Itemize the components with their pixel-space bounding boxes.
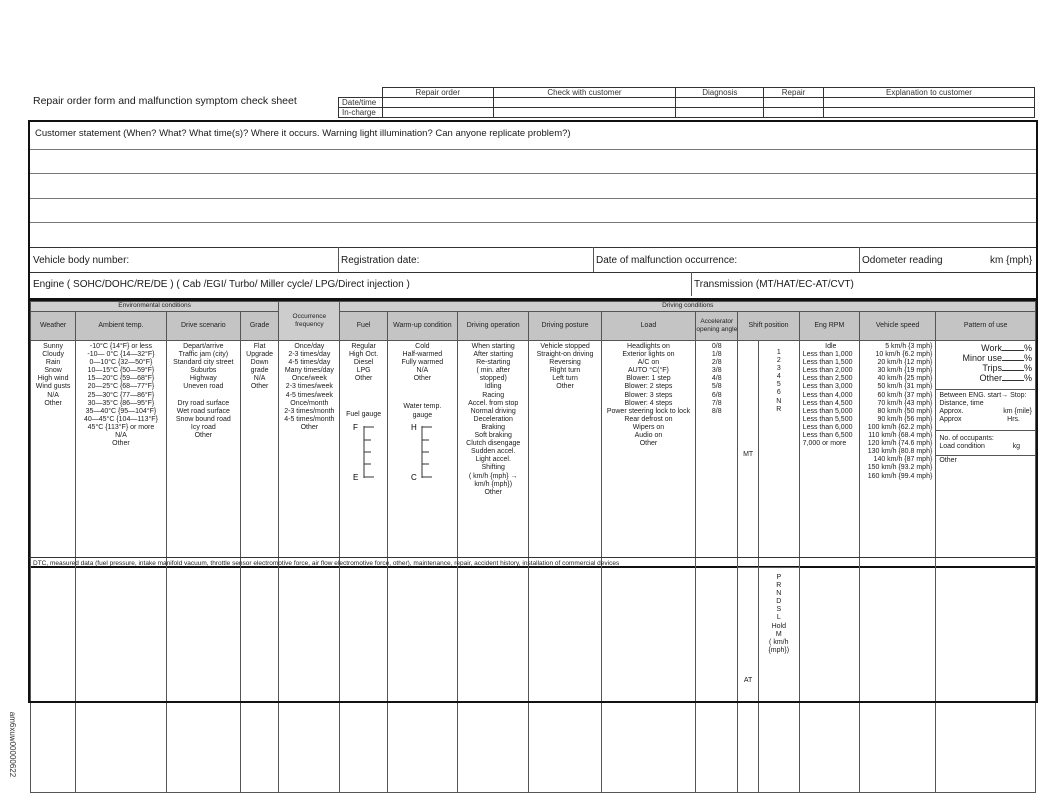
list-item[interactable]: A/C on <box>637 359 660 367</box>
list-item[interactable]: Idling <box>484 383 502 391</box>
list-item[interactable]: Less than 5,000 <box>802 407 853 415</box>
list-item[interactable]: Once/month <box>290 399 329 407</box>
list-item[interactable]: Fully warmed <box>401 359 444 367</box>
field-check-date[interactable] <box>493 98 676 108</box>
col-grade: Grade <box>241 312 279 341</box>
customer-statement-label: Customer statement (When? What? What time(s)? Where it occurs. Warning light illumination? Can anyone replicate problem?) <box>35 128 571 139</box>
col-weather: Weather <box>31 312 76 341</box>
list-item[interactable]: Upgrade <box>246 351 274 359</box>
list-item[interactable]: D <box>776 598 782 606</box>
customer-box <box>28 120 1038 300</box>
stage-header-row <box>339 88 1035 98</box>
pattern-approx2: Approx Hrs. <box>939 416 1020 424</box>
malfunction-date-label: Date of malfunction occurrence: <box>596 255 738 266</box>
list-item[interactable]: 2-3 times/month <box>284 407 335 415</box>
list-item[interactable]: 20—25°C {68—77°F} <box>87 383 155 391</box>
list-item[interactable]: Sunny <box>43 343 64 350</box>
col-fuel: Fuel <box>340 312 387 341</box>
field-diagnosis-date[interactable] <box>676 98 764 108</box>
pattern-occupants: No. of occupants: <box>939 435 994 443</box>
list-item[interactable]: L <box>776 614 781 622</box>
stage-col-diagnosis: Diagnosis <box>676 88 764 98</box>
list-item[interactable]: 70 km/h {43 mph} <box>877 399 933 407</box>
list-item[interactable]: Other <box>300 423 319 431</box>
list-item[interactable]: ( km/h <box>769 638 789 646</box>
fuel-gauge-e: E <box>352 472 358 482</box>
list-item[interactable]: 5/8 <box>711 383 722 391</box>
list-item[interactable]: Racing <box>482 391 505 399</box>
list-item[interactable]: N/A <box>47 391 59 399</box>
mt-positions[interactable] <box>758 341 798 568</box>
col-pattern: Pattern of use <box>936 312 1036 341</box>
water-gauge-h: H <box>411 422 418 432</box>
stage-row-datetime <box>339 98 1035 108</box>
list-item[interactable]: 4-5 times/month <box>284 415 335 423</box>
list-item[interactable]: 130 km/h {80.8 mph} <box>867 448 933 456</box>
pattern-load: Load condition kg <box>939 443 1020 451</box>
list-item[interactable]: LPG <box>356 367 371 375</box>
pattern-between: Between ENG. start→ Stop: <box>939 392 1027 399</box>
statement-line[interactable] <box>30 222 1036 223</box>
group-header-row <box>31 302 1036 312</box>
field-repair-order-date[interactable] <box>383 98 494 108</box>
dtc-label: DTC, measured data (fuel pressure, intake manifold vacuum, throttle sensor electromotive force, air flow electromotive force, other), maintenance, repair, accident history, installation of commercial devices <box>33 560 620 567</box>
list-item[interactable]: 100 km/h {62.2 mph} <box>867 423 933 431</box>
list-item[interactable]: Flat <box>253 343 266 350</box>
engine-label: Engine ( SOHC/DOHC/RE/DE ) ( Cab /EGI/ Turbo/ Miller cycle/ LPG/Direct injection ) <box>33 279 410 290</box>
list-item[interactable]: -10— 0°C {14—32°F} <box>87 351 155 359</box>
list-item[interactable]: Exterior lights on <box>622 351 675 359</box>
list-item[interactable]: Deceleration <box>473 415 513 423</box>
list-item[interactable]: 6/8 <box>711 391 722 399</box>
conditions-box <box>28 299 1038 684</box>
list-item[interactable]: 35—40°C {95—104°F} <box>85 407 157 415</box>
rpm-options[interactable]: Idle Less than 1,000 Less than 1,500 Less than 2,000 Less than 2,500 Less than 3,000 Less than 4,000 Less than 4,500 Less than 5,000 Less than 5,500 Less than 6,000 Less than 6,500 7,000 or more <box>799 341 859 793</box>
list-item[interactable]: grade <box>250 367 269 375</box>
field-repair-order-incharge[interactable] <box>383 108 494 118</box>
list-item[interactable]: 0/8 <box>711 343 722 350</box>
col-speed: Vehicle speed <box>859 312 935 341</box>
pattern-distance: Distance, time <box>939 400 984 408</box>
list-item[interactable]: 25—30°C {77—86°F} <box>87 391 155 399</box>
pattern-trips: Trips % <box>982 363 1032 373</box>
list-item[interactable]: 110 km/h {68.4 mph} <box>868 432 933 440</box>
list-item[interactable]: 15—20°C {59—68°F} <box>87 375 155 383</box>
field-repair-date[interactable] <box>764 98 824 108</box>
list-item[interactable]: AUTO °C(°F) <box>628 367 669 375</box>
list-item[interactable]: stopped) <box>479 375 507 383</box>
list-item[interactable]: Blower: 3 steps <box>624 391 673 399</box>
statement-line[interactable] <box>30 173 1036 174</box>
list-item[interactable]: 50 km/h {31 mph} <box>877 383 933 391</box>
list-item[interactable]: N/A <box>416 367 429 375</box>
list-item[interactable]: Other <box>556 383 574 391</box>
fuel-gauge-label: Fuel gauge <box>346 411 382 419</box>
list-item[interactable]: ( km/h {mph} → <box>468 472 518 480</box>
list-item[interactable]: 8/8 <box>711 407 722 415</box>
list-item[interactable]: High Oct. <box>349 351 379 359</box>
registration-label: Registration date: <box>341 255 420 266</box>
list-item[interactable]: Other <box>194 431 213 439</box>
stage-col-explanation: Explanation to customer <box>823 88 1034 98</box>
list-item[interactable]: Half-warmed <box>402 351 443 359</box>
list-item[interactable]: Other <box>112 440 130 448</box>
list-item[interactable]: Snow bound road <box>175 415 231 423</box>
list-item[interactable]: Standard city street <box>173 359 234 367</box>
list-item[interactable]: Normal driving <box>470 407 516 415</box>
list-item[interactable]: -10°C {14°F} or less <box>89 343 152 350</box>
list-item[interactable]: Water temp. <box>403 403 442 411</box>
list-item[interactable]: Less than 6,000 <box>802 423 853 431</box>
list-item[interactable]: 2-3 times/day <box>288 351 331 359</box>
list-item[interactable]: 4-5 times/week <box>285 391 333 399</box>
list-item[interactable]: Icy road <box>190 423 216 431</box>
col-load: Load <box>601 312 695 341</box>
list-item[interactable]: 6 <box>776 389 781 397</box>
field-diagnosis-incharge[interactable] <box>676 108 764 118</box>
list-item[interactable]: 4 <box>776 373 781 381</box>
pattern-work: Work % <box>981 343 1032 353</box>
list-item[interactable]: Traffic jam (city) <box>178 351 229 359</box>
list-item[interactable]: 120 km/h {74.6 mph} <box>867 440 933 448</box>
at-label: AT <box>738 568 758 793</box>
list-item[interactable]: Less than 4,000 <box>802 391 853 399</box>
list-item[interactable]: 160 km/h {99.4 mph} <box>867 472 933 480</box>
field-check-incharge[interactable] <box>493 108 676 118</box>
divider <box>30 247 1036 248</box>
statement-line[interactable] <box>30 149 1036 150</box>
list-item[interactable]: Less than 6,500 <box>802 432 853 440</box>
col-ambient: Ambient temp. <box>76 312 166 341</box>
col-rpm: Eng RPM <box>799 312 859 341</box>
list-item[interactable]: ( min. after <box>476 367 510 375</box>
list-item[interactable]: 3/8 <box>711 367 722 375</box>
list-item[interactable]: N/A <box>115 432 127 440</box>
list-item[interactable]: Straight-on driving <box>536 351 594 359</box>
mt-label: MT <box>738 341 758 568</box>
list-item[interactable]: 7,000 or more <box>802 440 847 448</box>
list-item[interactable]: Reversing <box>549 359 581 367</box>
transmission-label: Transmission (MT/HAT/EC-AT/CVT) <box>694 279 854 290</box>
col-posture: Driving posture <box>529 312 601 341</box>
list-item[interactable]: Rear defrost on <box>624 415 673 423</box>
list-item[interactable]: Suburbs <box>190 367 217 375</box>
list-item[interactable]: Wipers on <box>632 423 665 431</box>
list-item[interactable]: 40—45°C {104—113°F} <box>83 415 158 423</box>
list-item[interactable]: Less than 1,500 <box>802 359 853 367</box>
water-gauge-c: C <box>411 472 418 482</box>
list-item[interactable]: Vehicle stopped <box>540 343 590 350</box>
list-item[interactable]: Once/week <box>291 375 327 383</box>
field-explanation-date[interactable] <box>823 98 1034 108</box>
list-item[interactable]: 45°C {113°F} or more <box>87 423 155 431</box>
list-item[interactable]: Less than 1,000 <box>802 351 853 359</box>
pattern-other: Other % <box>979 373 1032 383</box>
fuel-gauge-f: F <box>352 422 358 432</box>
list-item[interactable]: Other <box>413 375 432 383</box>
list-item[interactable]: gauge <box>412 411 433 419</box>
list-item[interactable]: Wet road surface <box>176 407 230 415</box>
list-item[interactable]: N <box>776 397 782 405</box>
conditions-table <box>30 301 1036 793</box>
list-item[interactable]: Other <box>44 399 62 407</box>
list-item[interactable]: 1 <box>776 349 781 356</box>
field-repair-incharge[interactable] <box>764 108 824 118</box>
stage-col-repair-order: Repair order <box>383 88 494 98</box>
list-item[interactable]: 2-3 times/week <box>285 383 333 391</box>
list-item[interactable]: 4-5 times/day <box>288 359 331 367</box>
list-item[interactable]: Other <box>354 375 373 383</box>
field-explanation-incharge[interactable] <box>823 108 1034 118</box>
col-warmup: Warm-up condition <box>387 312 457 341</box>
pattern-approx1: Approx. km {mile} <box>939 408 1032 416</box>
list-item[interactable]: Diesel <box>353 359 374 367</box>
list-item[interactable]: N/A <box>253 375 266 383</box>
list-item[interactable]: 40 km/h {25 mph} <box>877 375 933 383</box>
list-item[interactable]: 30—35°C {86—95°F} <box>87 399 155 407</box>
list-item[interactable]: Less than 4,500 <box>802 399 853 407</box>
list-item[interactable]: Blower: 1 step <box>626 375 671 383</box>
list-item[interactable]: 2/8 <box>711 359 722 367</box>
list-item[interactable]: Cloudy <box>42 351 64 359</box>
column-header-row <box>31 312 1036 341</box>
list-item[interactable]: Re-starting <box>476 359 511 367</box>
list-item[interactable]: Light accel. <box>475 456 511 464</box>
list-item[interactable]: Uneven road <box>183 383 224 391</box>
list-item[interactable]: S <box>776 606 782 614</box>
list-item[interactable]: 5 km/h {3 mph} <box>885 343 933 350</box>
list-item[interactable]: Down <box>250 359 269 367</box>
list-item[interactable]: Soft braking <box>474 432 512 440</box>
list-item[interactable]: 90 km/h {56 mph} <box>877 415 933 423</box>
list-item[interactable]: Regular <box>351 343 376 350</box>
list-item[interactable]: Power steering lock to lock <box>606 407 691 415</box>
list-item[interactable]: Rain <box>45 359 61 367</box>
list-item[interactable]: {mph}) <box>768 646 790 654</box>
stage-row-incharge <box>339 108 1035 118</box>
list-item[interactable]: R <box>776 582 782 590</box>
col-operation: Driving operation <box>458 312 529 341</box>
list-item[interactable]: Accel. from stop <box>468 399 519 407</box>
odometer-label: Odometer reading <box>862 255 943 266</box>
pattern-other-label: Other <box>939 456 957 464</box>
odometer-unit: km {mph} <box>990 255 1033 266</box>
list-item[interactable]: Highway <box>189 375 217 383</box>
list-item[interactable]: High wind <box>37 375 69 383</box>
list-item[interactable]: Less than 5,500 <box>802 415 853 423</box>
list-item[interactable]: 60 km/h {37 mph} <box>877 391 933 399</box>
stage-col-check-customer: Check with customer <box>493 88 676 98</box>
row-label-datetime: Date/time <box>339 98 383 108</box>
list-item[interactable]: Depart/arrive <box>183 343 224 350</box>
list-item[interactable]: Other <box>250 383 269 391</box>
col-occurrence: Occurrence frequency <box>279 302 340 341</box>
stage-table <box>338 87 1035 118</box>
list-item[interactable]: 1/8 <box>711 351 722 359</box>
pattern-minor: Minor use % <box>962 353 1032 363</box>
list-item[interactable]: P <box>776 574 782 581</box>
list-item[interactable]: 7/8 <box>711 399 722 407</box>
vehicle-body-label: Vehicle body number: <box>33 255 130 266</box>
list-item[interactable]: N <box>776 590 782 598</box>
list-item[interactable]: Left turn <box>552 375 578 383</box>
list-item[interactable]: Other <box>484 488 502 496</box>
col-scenario: Drive scenario <box>166 312 240 341</box>
stage-col-repair: Repair <box>764 88 824 98</box>
list-item[interactable]: 80 km/h {50 mph} <box>877 407 933 415</box>
list-item[interactable]: Clutch disengage <box>466 440 521 448</box>
list-item[interactable]: Sudden accel. <box>471 448 516 456</box>
list-item[interactable]: 2 <box>776 357 781 365</box>
list-item[interactable]: Headlights on <box>627 343 670 350</box>
statement-line[interactable] <box>30 198 1036 199</box>
list-item[interactable]: km/h {mph}) <box>474 480 513 488</box>
list-item[interactable]: Snow <box>44 367 62 375</box>
list-item[interactable]: Blower: 4 steps <box>624 399 673 407</box>
list-item[interactable]: Dry road surface <box>177 399 230 407</box>
list-item[interactable]: Right turn <box>549 367 581 375</box>
divider <box>30 272 1036 273</box>
list-item[interactable]: Blower: 2 steps <box>624 383 673 391</box>
side-code: am6xuw00000622 <box>8 711 18 778</box>
list-item[interactable]: After starting <box>473 351 514 359</box>
list-item[interactable]: 140 km/h {87 mph} <box>873 456 933 464</box>
list-item[interactable]: 5 <box>776 381 781 389</box>
list-item[interactable]: Many times/day <box>284 367 334 375</box>
list-item[interactable]: Braking <box>481 423 506 431</box>
col-shift: Shift position <box>738 312 799 341</box>
group-driving: Driving conditions <box>340 302 1036 312</box>
list-item[interactable]: Less than 2,500 <box>802 375 853 383</box>
list-item[interactable]: Shifting <box>481 464 505 472</box>
list-item[interactable]: Other <box>639 440 658 448</box>
list-item[interactable]: 30 km/h {19 mph} <box>877 367 933 375</box>
list-item[interactable]: M <box>775 630 782 638</box>
list-item[interactable]: 10 km/h {6.2 mph} <box>875 351 933 359</box>
col-accel: Accelerator opening angle <box>696 312 738 341</box>
list-item[interactable]: Less than 2,000 <box>802 367 853 375</box>
fuel-gauge-icon <box>344 422 384 482</box>
list-item[interactable]: Hold <box>771 622 786 630</box>
row-label-incharge: In-charge <box>339 108 383 118</box>
list-item[interactable]: 20 km/h {12 mph} <box>877 359 933 367</box>
list-item[interactable]: Cold <box>415 343 430 350</box>
list-item[interactable]: Wind gusts <box>35 383 71 391</box>
list-item[interactable]: Less than 3,000 <box>802 383 853 391</box>
list-item[interactable]: When starting <box>471 343 515 350</box>
list-item[interactable]: 4/8 <box>711 375 722 383</box>
dtc-box[interactable] <box>28 557 1038 703</box>
list-item[interactable]: R <box>776 405 782 413</box>
water-temp-gauge-icon <box>402 422 442 482</box>
list-item[interactable]: Audio on <box>634 432 663 440</box>
list-item[interactable]: 10—15°C {50—59°F} <box>87 367 155 375</box>
group-environment: Environmental conditions <box>31 302 279 312</box>
list-item[interactable]: Once/day <box>294 343 325 350</box>
list-item[interactable]: 0—10°C {32—50°F} <box>89 359 153 367</box>
list-item[interactable]: 150 km/h {93.2 mph} <box>867 464 933 472</box>
form-title: Repair order form and malfunction symptom check sheet <box>33 95 297 107</box>
list-item[interactable]: 3 <box>776 365 781 373</box>
